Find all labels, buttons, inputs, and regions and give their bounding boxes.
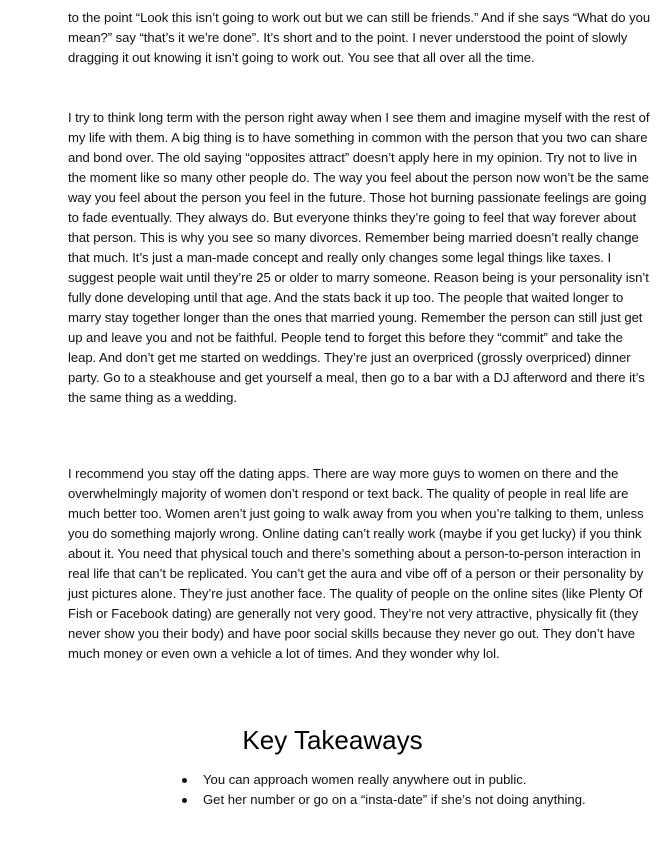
bullet-icon (182, 778, 187, 783)
bullet-icon (182, 798, 187, 803)
body-paragraph: I try to think long term with the person right away when I see them and imagine myself with the rest of my life with them. A big thing is to have something in common with the person that you two can share and bond over. The old saying “opposites attract” doesn’t apply here in my opinion. Try not to live in the moment like so many other people do. The way you feel about the person now won’t be the same way you feel about the person you feel in the future. Those hot burning passionate feelings are going to fade eventually. They always do. But everyone thinks they’re going to feel that way forever about that person. This is why you see so many divorces. Remember being married doesn’t really change that much. It’s just a man-made concept and really only changes some legal things like taxes. I suggest people wait until they’re 25 or older to marry someone. Reason being is your personality isn’t fully done developing until that age. And the stats back it up too. The people that waited longer to marry stay together longer than the ones that married young. Remember the person can still just get up and leave you and not be faithful. People tend to forget this before they “commit” and take the leap. And don’t get me started on weddings. They’re just an overpriced (grossly overpriced) dinner party. Go to a steakhouse and get yourself a meal, then go to a bar with a DJ afterword and there it’s the same thing as a wedding. (68, 110, 650, 405)
body-paragraph: to the point “Look this isn’t going to work out but we can still be friends.” And if she says “What do you mean?” say “that’s it we’re done”. It’s short and to the point. I never understood the point of slowly dragging it out knowing it isn’t going to work out. You see that all over all the time. (68, 10, 651, 65)
key-takeaways-heading: Key Takeaways (242, 725, 423, 755)
body-paragraph: I recommend you stay off the dating apps. There are way more guys to women on there and the overwhelmingly majority of women don’t respond or text back. The quality of people in real life are much better too. Women aren’t just going to walk away from you when you’re talking to them, unless you do something majorly wrong. Online dating can’t really work (maybe if you get lucky) if you think about it. You need that physical touch and there’s something about a person-to-person interaction in real life that can’t be replicated. You can’t get the aura and vibe off of a person or their personality by just pictures alone. They’re just another face. The quality of people on the online sites (like Plenty Of Fish or Facebook dating) are generally not very good. They’re not very attractive, physically fit (they never show you their body) and have poor social skills because they never go out. They don’t have much money or even own a vehicle a lot of times. And they wonder why lol. (68, 466, 644, 661)
list-item (176, 770, 646, 790)
list-item-text: You can approach women really anywhere out in public. (203, 772, 527, 787)
key-takeaways-list (176, 770, 646, 810)
list-item-text: Get her number or go on a “insta-date” if she’s not doing anything. (203, 792, 586, 807)
list-item (176, 790, 646, 810)
